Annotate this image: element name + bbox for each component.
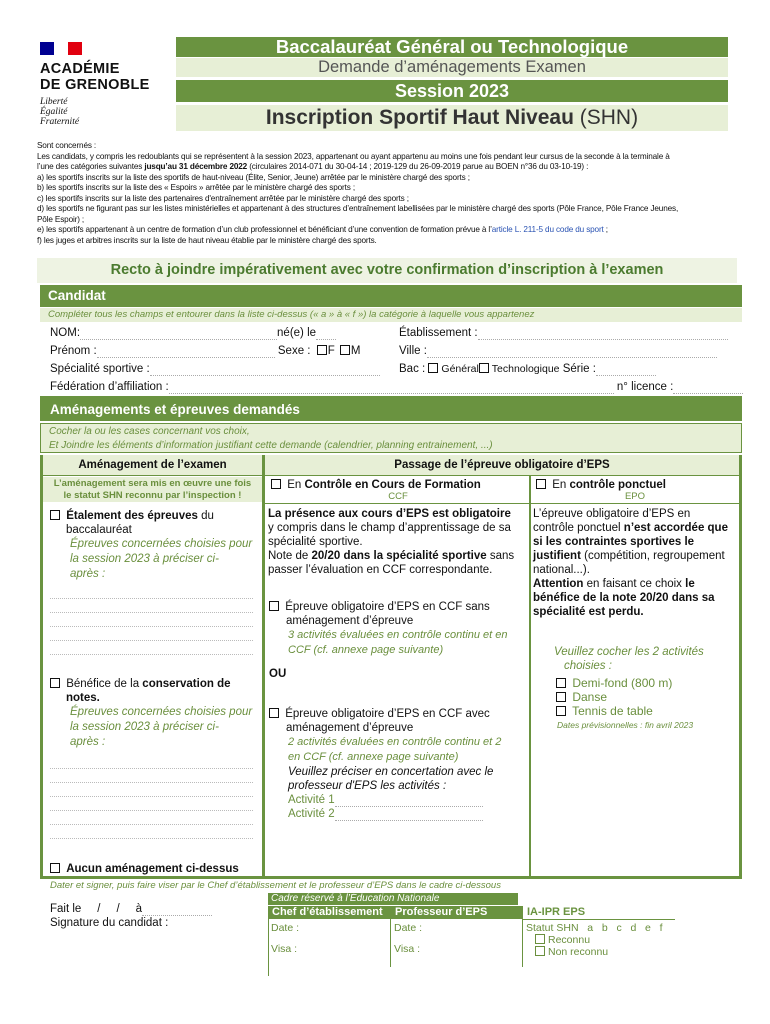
category-f: f) les juges et arbitres inscrits sur la liste de haut niveau établie par le ministère chargé des sports. (37, 235, 377, 245)
ville-label: Ville : (399, 345, 427, 357)
opt2-line: professeur d'EPS les activités : (288, 780, 447, 792)
amenagements-instructions (40, 423, 742, 453)
header-divider (43, 475, 739, 476)
category-c: c) les sportifs inscrits sur la liste des partenaires d'entraînement arrêtée par le ministère chargé des sports ; (37, 193, 409, 203)
aucun-option (50, 862, 260, 876)
ccf-abbr: CCF (388, 491, 408, 502)
cadre-prof (391, 906, 523, 967)
row-ville (399, 344, 717, 358)
intro-deadline: jusqu’au 31 décembre 2022 (144, 162, 248, 171)
etalement-note (50, 537, 260, 582)
activite2-field[interactable] (335, 810, 483, 821)
etab-label: Établissement : (399, 327, 478, 339)
row-prenom (50, 344, 361, 358)
specialite-field[interactable] (150, 365, 380, 376)
reconnu-checkbox[interactable] (535, 934, 545, 944)
chef-header: Chef d’établissement (268, 906, 390, 919)
bac-label: Bac : (399, 363, 426, 375)
cadre-left-border (268, 906, 269, 976)
academie-logo (40, 42, 165, 127)
danse-label: Danse (572, 690, 608, 704)
ponc-p7: bénéfice de la note 20/20 dans sa (533, 592, 715, 604)
ccf-checkbox[interactable] (271, 479, 281, 489)
ponc-p4a: justifient (533, 550, 581, 562)
ponctuel-title (533, 478, 737, 502)
ponc-p6b: en faisant ce choix (583, 578, 686, 590)
motto-fraternite: Fraternité (40, 117, 80, 127)
bac-general-label: Général (441, 363, 479, 375)
row-federation (50, 380, 743, 394)
etalement-rest: du (197, 510, 214, 522)
category-a: a) les sportifs inscrits sur la liste des sportifs de haut-niveau (Élite, Senior, Jeune) arrêtée par le ministère chargé des sports ; (37, 172, 470, 182)
serie-label: Série : (562, 363, 596, 375)
ccf-p4b: 20/20 dans la spécialité sportive (311, 550, 487, 562)
reconnu-label: Reconnu (548, 934, 591, 946)
bac-techno-checkbox[interactable] (479, 363, 489, 373)
cadre-columns (268, 906, 737, 967)
ccf-option1 (269, 600, 527, 658)
licence-label: n° licence : (616, 381, 674, 393)
activite2-row (269, 807, 527, 821)
ne-field[interactable] (316, 329, 336, 340)
inscription-bold: Inscription Sportif Haut Niveau (265, 106, 574, 129)
activites-list (556, 676, 672, 718)
licence-field[interactable] (673, 383, 743, 394)
activite1-row (269, 793, 527, 807)
ccf-p2: y compris dans le champ d’apprentissage de sa (268, 522, 511, 534)
ponctuel-checkbox[interactable] (536, 479, 546, 489)
ponc-p6c: le (685, 578, 695, 590)
prof-date[interactable]: Date : (394, 922, 423, 934)
ccf-divider (265, 503, 529, 504)
sexe-m-label: M (350, 345, 361, 357)
inscription-suffix: (SHN) (573, 106, 639, 129)
prenom-label: Prénom : (50, 345, 97, 357)
prof-header: Professeur d’EPS (391, 906, 522, 919)
nom-field[interactable] (80, 329, 277, 340)
intro-line (37, 162, 737, 173)
intro-frag: l’une des catégories suivantes (37, 162, 145, 171)
non-reconnu-label: Non reconnu (548, 946, 609, 958)
recto-banner: Recto à joindre impérativement avec votre confirmation d’inscription à l’examen (37, 258, 737, 283)
intro-frag: e) les sportifs appartenant à un centre de formation d’un club professionnel et bénéficiant d’une convention de formation prévue à l’ (37, 225, 492, 234)
signature-block (50, 902, 212, 930)
form-subtitle: Demande d’aménagements Examen (176, 58, 728, 77)
ponc-p1: L’épreuve obligatoire d’EPS en (533, 508, 691, 520)
ponc-p4b: (compétition, regroupement (580, 550, 725, 562)
category-e (37, 225, 737, 236)
col1-note-line: L’aménagement sera mis en œuvre une fois (53, 478, 252, 489)
ccf-p5: passer l’évaluation en CCF correspondante. (268, 564, 493, 576)
republic-flag-icon (40, 42, 82, 55)
conservation-lines[interactable] (50, 755, 253, 839)
chef-visa[interactable]: Visa : (271, 943, 298, 955)
intro-frag: (circulaires 2014-071 du 30-04-14 ; 2019-129 du 26-09-2019 parue au BOEN n°36 du 03-10-19) : (247, 162, 589, 171)
ccf-p4c: sans (486, 550, 515, 562)
column-divider (262, 455, 265, 879)
sexe-m-checkbox[interactable] (340, 345, 350, 355)
activite1-field[interactable] (335, 796, 483, 807)
signature-instructions: Dater et signer, puis faire viser par le Chef d’établissement et le professeur d’EPS dans le cadre ci-dessous (50, 880, 501, 891)
specialite-label: Spécialité sportive : (50, 363, 150, 375)
ponc-p3: si les contraintes sportives le (533, 536, 695, 548)
candidat-instructions: Compléter tous les champs et entourer dans la liste ci-dessus (« a » à « f ») la catégorie à laquelle vous appartenez (40, 308, 742, 322)
inscription-title (176, 105, 728, 131)
cadre-iaipr (523, 906, 675, 967)
aucun-checkbox[interactable] (50, 863, 60, 873)
session-title: Session 2023 (176, 80, 728, 102)
motto-liberte: Liberté (40, 97, 68, 107)
ponc-p6a: Attention (533, 578, 584, 590)
signature-label: Signature du candidat : (50, 917, 169, 929)
federation-field[interactable] (169, 383, 614, 394)
opt1-note: 3 activités évaluées en contrôle continu et en (288, 629, 508, 641)
opt2-note: 2 activités évaluées en contrôle continu et 2 (288, 736, 502, 748)
cocher-line1: Veuillez cocher les 2 activités (554, 646, 704, 658)
danse-checkbox[interactable] (556, 692, 566, 702)
opt1-note: CCF (cf. annexe page suivante) (288, 644, 444, 656)
conservation-note (50, 705, 260, 750)
ou-label (269, 667, 286, 681)
sexe-label: Sexe : (277, 345, 311, 357)
note-line: Épreuves concernées choisies pour (70, 538, 253, 550)
ponc-p2b: n’est accordée que (623, 522, 728, 534)
demi-fond-checkbox[interactable] (556, 678, 566, 688)
etalement-lines[interactable] (50, 585, 253, 655)
conservation-bold2: notes. (66, 692, 100, 704)
opt2-line: Veuillez préciser en concertation avec le (288, 766, 494, 778)
row-etab (399, 326, 728, 340)
row-nom (50, 326, 336, 340)
tennis-label: Tennis de table (572, 704, 653, 718)
code-du-sport-link[interactable]: article L. 211-5 du code du sport (491, 225, 604, 234)
note-line: Épreuves concernées choisies pour (70, 706, 253, 718)
ponctuel-divider (531, 503, 739, 504)
ponctuel-abbr: EPO (624, 491, 646, 502)
chef-date[interactable]: Date : (271, 922, 300, 934)
ccf-p4a: Note de (268, 550, 312, 562)
amen-instr-2: Et Joindre les éléments d’information justifiant cette demande (calendrier, planning entrainement, ...) (49, 440, 493, 451)
fait-le-field[interactable] (142, 905, 212, 916)
bac-general-checkbox[interactable] (428, 363, 438, 373)
etab-field[interactable] (478, 329, 728, 340)
prof-visa[interactable]: Visa : (394, 943, 421, 955)
row-specialite (50, 362, 380, 376)
cadre-chef (268, 906, 391, 967)
amen-instr-1: Cocher la ou les cases concernant vos choix, (49, 426, 250, 437)
bac-techno-label: Technologique (491, 363, 560, 375)
cadre-title: Cadre réservé à l’Éducation Nationale (268, 893, 518, 905)
note-line: la session 2023 à préciser ci- (70, 553, 219, 565)
aucun-label: Aucun aménagement ci-dessus (66, 863, 239, 875)
col1-note-line: le statut SHN reconnu par l’inspection ! (63, 489, 242, 501)
intro-line: Sont concernés : (37, 141, 97, 150)
ponc-p5: national...). (533, 564, 590, 576)
fait-le-label: Fait le / / à (50, 903, 143, 915)
ponc-p8: spécialité est perdu. (533, 606, 644, 618)
category-d: d) les sportifs ne figurant pas sur les listes ministérielles et appartenant à des structures d’entraînement labellisées par le ministère chargé des sports (Pôle France, Pôle France Jeunes, (37, 204, 679, 213)
amenagements-heading: Aménagements et épreuves demandés (40, 396, 742, 423)
ccf-p3: spécialité sportive. (268, 536, 363, 548)
demi-fond-label: Demi-fond (800 m) (572, 676, 673, 690)
candidat-heading: Candidat (40, 285, 742, 307)
opt1-line: aménagement d’épreuve (286, 615, 414, 627)
intro-line (37, 152, 737, 163)
note-line: la session 2023 à préciser ci- (70, 721, 219, 733)
logo-line2: DE GRENOBLE (40, 77, 150, 93)
category-d-cont: Pôle Espoir) ; (37, 214, 85, 224)
opt2-note: en CCF (cf. annexe page suivante) (288, 751, 459, 763)
conservation-bold: conservation de (142, 678, 231, 690)
fait-le-row (50, 902, 212, 916)
non-reconnu-checkbox[interactable] (535, 946, 545, 956)
opt1-line: Épreuve obligatoire d’EPS en CCF sans (285, 601, 490, 613)
logo-line1: ACADÉMIE (40, 61, 120, 77)
motto (40, 97, 165, 127)
col1-note (43, 477, 262, 502)
ccf-title-en: En (287, 479, 305, 491)
ccf-p1: La présence aux cours d’EPS est obligatoire (268, 508, 511, 520)
cocher-line2: choisies : (564, 660, 612, 672)
opt2-line: Épreuve obligatoire d’EPS en CCF avec (285, 708, 490, 720)
ccf-sans-amenagement-checkbox[interactable] (269, 601, 279, 611)
cadre-education-nationale (268, 893, 737, 967)
statut-shn: Statut SHN a b c d e f (526, 922, 663, 934)
row-bac (399, 362, 656, 376)
ponc-p2a: contrôle ponctuel (533, 522, 624, 534)
intro-text (37, 141, 737, 246)
federation-label: Fédération d’affiliation : (50, 381, 169, 393)
etalement-option (50, 509, 260, 582)
ou-text: OU (269, 668, 287, 680)
etalement-rest2: baccalauréat (66, 524, 132, 536)
nom-label: NOM: (50, 327, 81, 339)
intro-frag: Les candidats, y compris les redoublants qui se représentent à la session 2023, appartenant ou ayant appartenu au moins une fois pendant leur cursus de la seconde à la terminale à (37, 151, 670, 161)
ccf-avec-amenagement-checkbox[interactable] (269, 708, 279, 718)
etalement-checkbox[interactable] (50, 510, 60, 520)
ponctuel-description (533, 507, 739, 619)
opt2-line: aménagement d’épreuve (286, 722, 414, 734)
sexe-f-label: F (327, 345, 335, 357)
intro-frag: ; (603, 225, 608, 234)
conservation-label: Bénéfice de la (66, 678, 143, 690)
activite1-label: Activité 1 (288, 794, 335, 806)
col-eps-header: Passage de l’épreuve obligatoire d’EPS (265, 455, 739, 475)
activites-choix (554, 645, 734, 673)
sexe-f-checkbox[interactable] (317, 345, 327, 355)
tennis-checkbox[interactable] (556, 706, 566, 716)
col-amenagement-header: Aménagement de l’examen (43, 455, 262, 475)
conservation-option (50, 677, 260, 750)
category-b: b) les sportifs inscrits sur la liste des « Espoirs » arrêtée par le ministère chargé des sports ; (37, 183, 355, 192)
motto-egalite: Égalité (40, 107, 68, 117)
ccf-title-bold: Contrôle en Cours de Formation (304, 479, 481, 491)
iaipr-header: IA-IPR EPS (523, 906, 675, 920)
form-title: Baccalauréat Général ou Technologique (176, 37, 728, 57)
note-line: après : (70, 568, 106, 580)
prenom-field[interactable] (97, 347, 275, 358)
ccf-title (269, 478, 527, 502)
ponctuel-en: En (552, 479, 570, 491)
ccf-option2 (269, 707, 527, 821)
ccf-description (268, 507, 528, 577)
conservation-checkbox[interactable] (50, 678, 60, 688)
ne-label: né(e) le (277, 327, 317, 339)
column-divider (529, 475, 531, 879)
note-line: après : (70, 736, 106, 748)
activite2-label: Activité 2 (288, 808, 335, 820)
dates-previsionnelles: Dates prévisionnelles : fin avril 2023 (557, 720, 694, 730)
etalement-label: Étalement des épreuves (66, 510, 198, 522)
serie-field[interactable] (596, 365, 656, 376)
ponctuel-bold: contrôle ponctuel (569, 479, 666, 491)
ville-field[interactable] (427, 347, 717, 358)
